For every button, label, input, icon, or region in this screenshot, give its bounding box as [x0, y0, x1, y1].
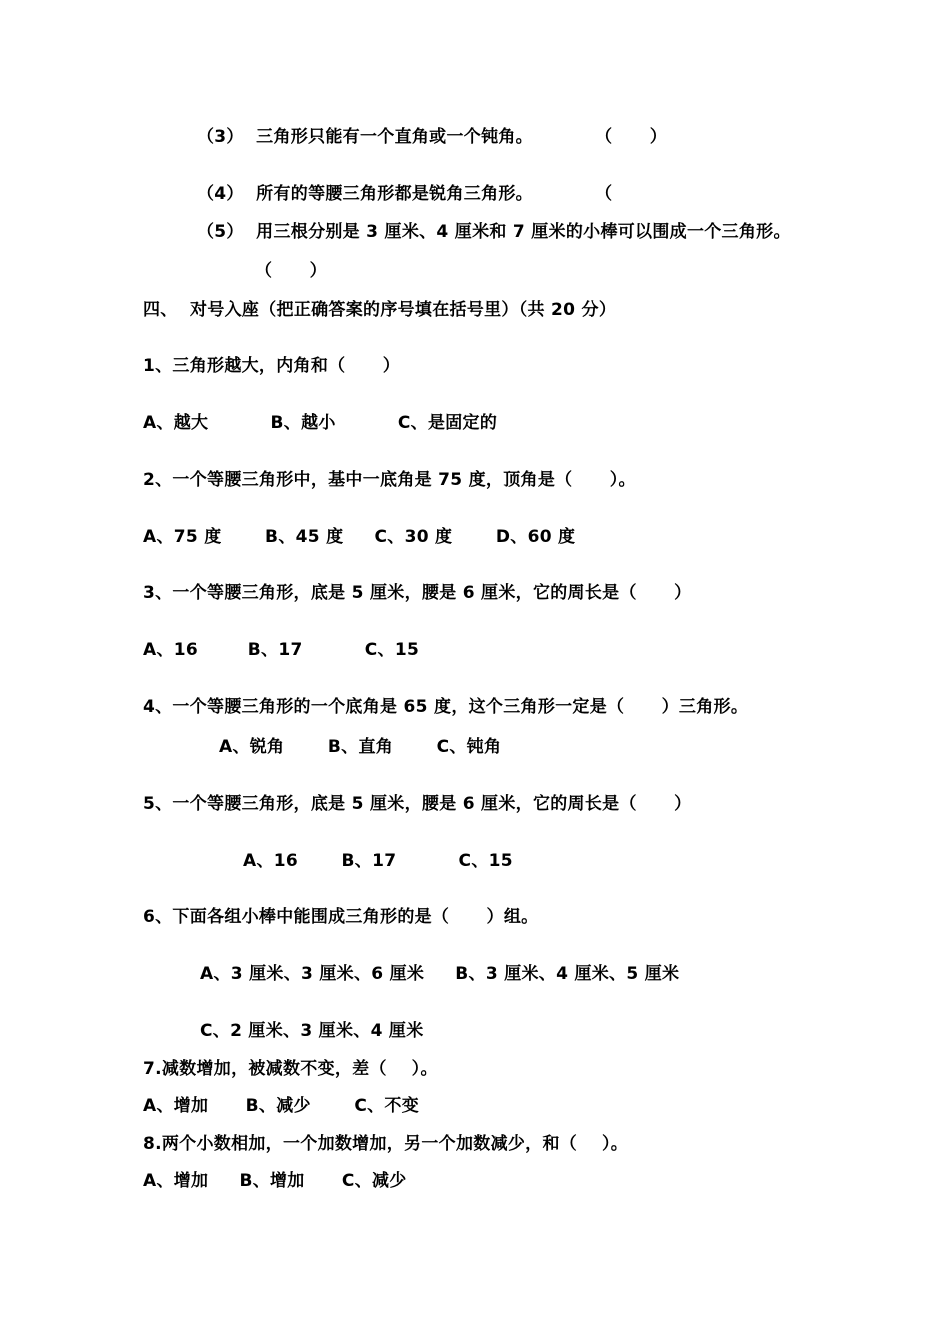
question-4: 4、一个等腰三角形的一个底角是 65 度，这个三角形一定是（ ）三角形。	[143, 697, 749, 717]
judge-item-5-bracket: （ ）	[255, 261, 327, 281]
judge-item-5: （5） 用三根分别是 3 厘米、4 厘米和 7 厘米的小棒可以围成一个三角形。	[197, 222, 791, 242]
question-5-options: A、16 B、17 C、15	[243, 851, 513, 871]
question-8-options: A、增加 B、增加 C、减少	[143, 1171, 407, 1191]
question-4-options: A、锐角 B、直角 C、钝角	[219, 737, 502, 757]
question-2: 2、一个等腰三角形中，基中一底角是 75 度，顶角是（ ）。	[143, 470, 636, 490]
judge-item-4: （4） 所有的等腰三角形都是锐角三角形。 （	[197, 184, 613, 204]
question-7: 7.减数增加，被减数不变，差（ ）。	[143, 1059, 438, 1079]
question-1-options: A、越大 B、越小 C、是固定的	[143, 413, 498, 433]
question-6: 6、下面各组小棒中能围成三角形的是（ ）组。	[143, 907, 539, 927]
question-3: 3、一个等腰三角形，底是 5 厘米，腰是 6 厘米，它的周长是（ ）	[143, 583, 692, 603]
question-6-options-c: C、2 厘米、3 厘米、4 厘米	[200, 1021, 424, 1041]
question-2-options: A、75 度 B、45 度 C、30 度 D、60 度	[143, 527, 576, 547]
question-5: 5、一个等腰三角形，底是 5 厘米，腰是 6 厘米，它的周长是（ ）	[143, 794, 692, 814]
question-8: 8.两个小数相加，一个加数增加，另一个加数减少，和（ ）。	[143, 1134, 629, 1154]
judge-item-3: （3） 三角形只能有一个直角或一个钝角。 （ ）	[197, 127, 668, 147]
section-title: 四、 对号入座（把正确答案的序号填在括号里）（共 20 分）	[143, 300, 617, 320]
question-6-options-ab: A、3 厘米、3 厘米、6 厘米 B、3 厘米、4 厘米、5 厘米	[200, 964, 680, 984]
question-1: 1、三角形越大，内角和（ ）	[143, 356, 401, 376]
question-7-options: A、增加 B、减少 C、不变	[143, 1096, 420, 1116]
question-3-options: A、16 B、17 C、15	[143, 640, 420, 660]
